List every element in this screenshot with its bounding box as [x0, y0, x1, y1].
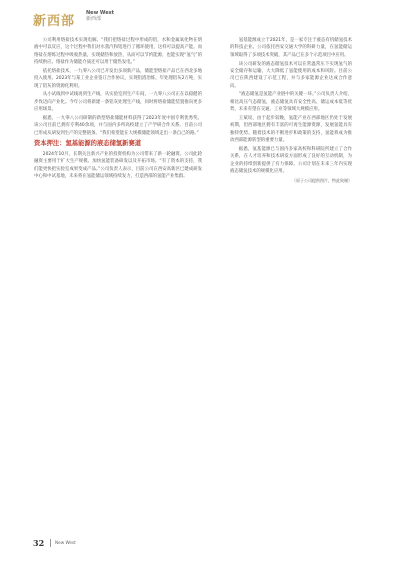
section-heading: 资本押注：氢基能源的液态储氢新赛道	[34, 139, 142, 147]
footer-divider	[50, 539, 51, 547]
brand-subtitle: 新西部	[86, 16, 102, 22]
paragraph: 据悉，一九零八公司研制的新型熔盐储能材料获得了2023年度中国专利优秀奖。该公司目前已拥有专利40余项，并与国内多所高校建立了产学研合作关系。目前公司已形成从研发到生产的完整链条。“我们希望能在大规模储能领域走出一条自己的路。”	[34, 115, 202, 136]
magazine-brand	[86, 10, 114, 22]
photo-credit: （原子公司提供图片，特此致谢）	[292, 177, 352, 183]
page-footer	[0, 536, 402, 554]
paragraph: 公司利用熔盐技术实现电解。“我们把熔盐过程中形成的铝，水和金属氧化物在熔液中可以反应，这个过程中我们对水蒸汽和铝进行了循环使用，这样可以提高产能。而熔盐在熔炼过程中吸收热量，实现储热和放热，从而可以节约能源，也能实现“氢气”的持续供应。熔盐作为储能介质还可以用于储热发电。”	[34, 38, 202, 66]
magazine-logo: 新西部	[33, 14, 76, 29]
left-column	[34, 37, 202, 182]
brand-english: New West	[86, 10, 115, 16]
paragraph: “液态储氢是氢能产业链中的关键一环。”公司负责人介绍，相比高压气态储氢，液态储氢具有安全性高、储运成本低等优势，未来有望在交通、工业等领域大规模应用。	[230, 92, 352, 113]
paragraph: 依托熔盐技术，一九零八公司已开发出多项新产品，储能型熔盐产品已在西北多地投入使用。2023年与某工业企业签订合作协议，实现铝渣冶炼，年处理铝灰2万吨，实现了铝灰的资源化利用。	[34, 68, 202, 89]
paragraph: 2024年10月，长期关注新兴产业的投资机构为公司带来了新一轮融资。公司此轮融资主要用于扩大生产规模、加快氢能装备研发以及开拓市场。“有了资本的支持，我们能更快把实验室成果变成产品。”公司负责人表示，目前公司在西安高新区已建成研发中心和中试基地，未来将在氢能储运领域持续发力，打造西部的氢能产业集群。	[34, 151, 202, 179]
paragraph: 据悉，氢基能源已与国内多家高校和科研院所建立了合作关系，在人才培养和技术研发方面形成了良好的互动机制，为企业的持续创新提供了有力保障。公司计划在未来三年内实现液态储氢技术的规模化应用。	[230, 146, 352, 174]
right-column	[230, 37, 352, 184]
page-header	[0, 0, 402, 32]
page-number: 32	[33, 538, 45, 548]
footer-publication-name: New West	[55, 540, 76, 545]
paragraph: 该公司研发的液态储氢技术可以在常温常压下实现氢气的安全储存和运输，大大降低了氢能使用的成本和风险。目前公司已在陕西建设了示范工程，并与多家能源企业达成合作意向。	[230, 61, 352, 89]
paragraph: 从小试线到中试线再到生产线，从实验室到生产车间，一九零八公司正在以稳健的步伐迈向产业化。今年公司将新建一条铝灰处理生产线，同时将熔盐储能装置推向更多应用场景。	[34, 92, 202, 113]
paragraph: 氢基能源成立于2021年，是一家专注于液态有机储氢技术的科技企业。公司依托西安交通大学的科研力量，在氢能储运领域取得了多项技术突破，其产品已在多个示范项目中应用。	[230, 38, 352, 58]
paragraph: 王斌说，由于起步较晚，氢能产业在西部地区仍处于发展初期，但西部地区拥有丰富的可再生能源资源，发展氢能具有独特优势。随着技术的不断进步和政策的支持，氢能将成为推动西部能源转型的重要力量。	[230, 115, 352, 143]
